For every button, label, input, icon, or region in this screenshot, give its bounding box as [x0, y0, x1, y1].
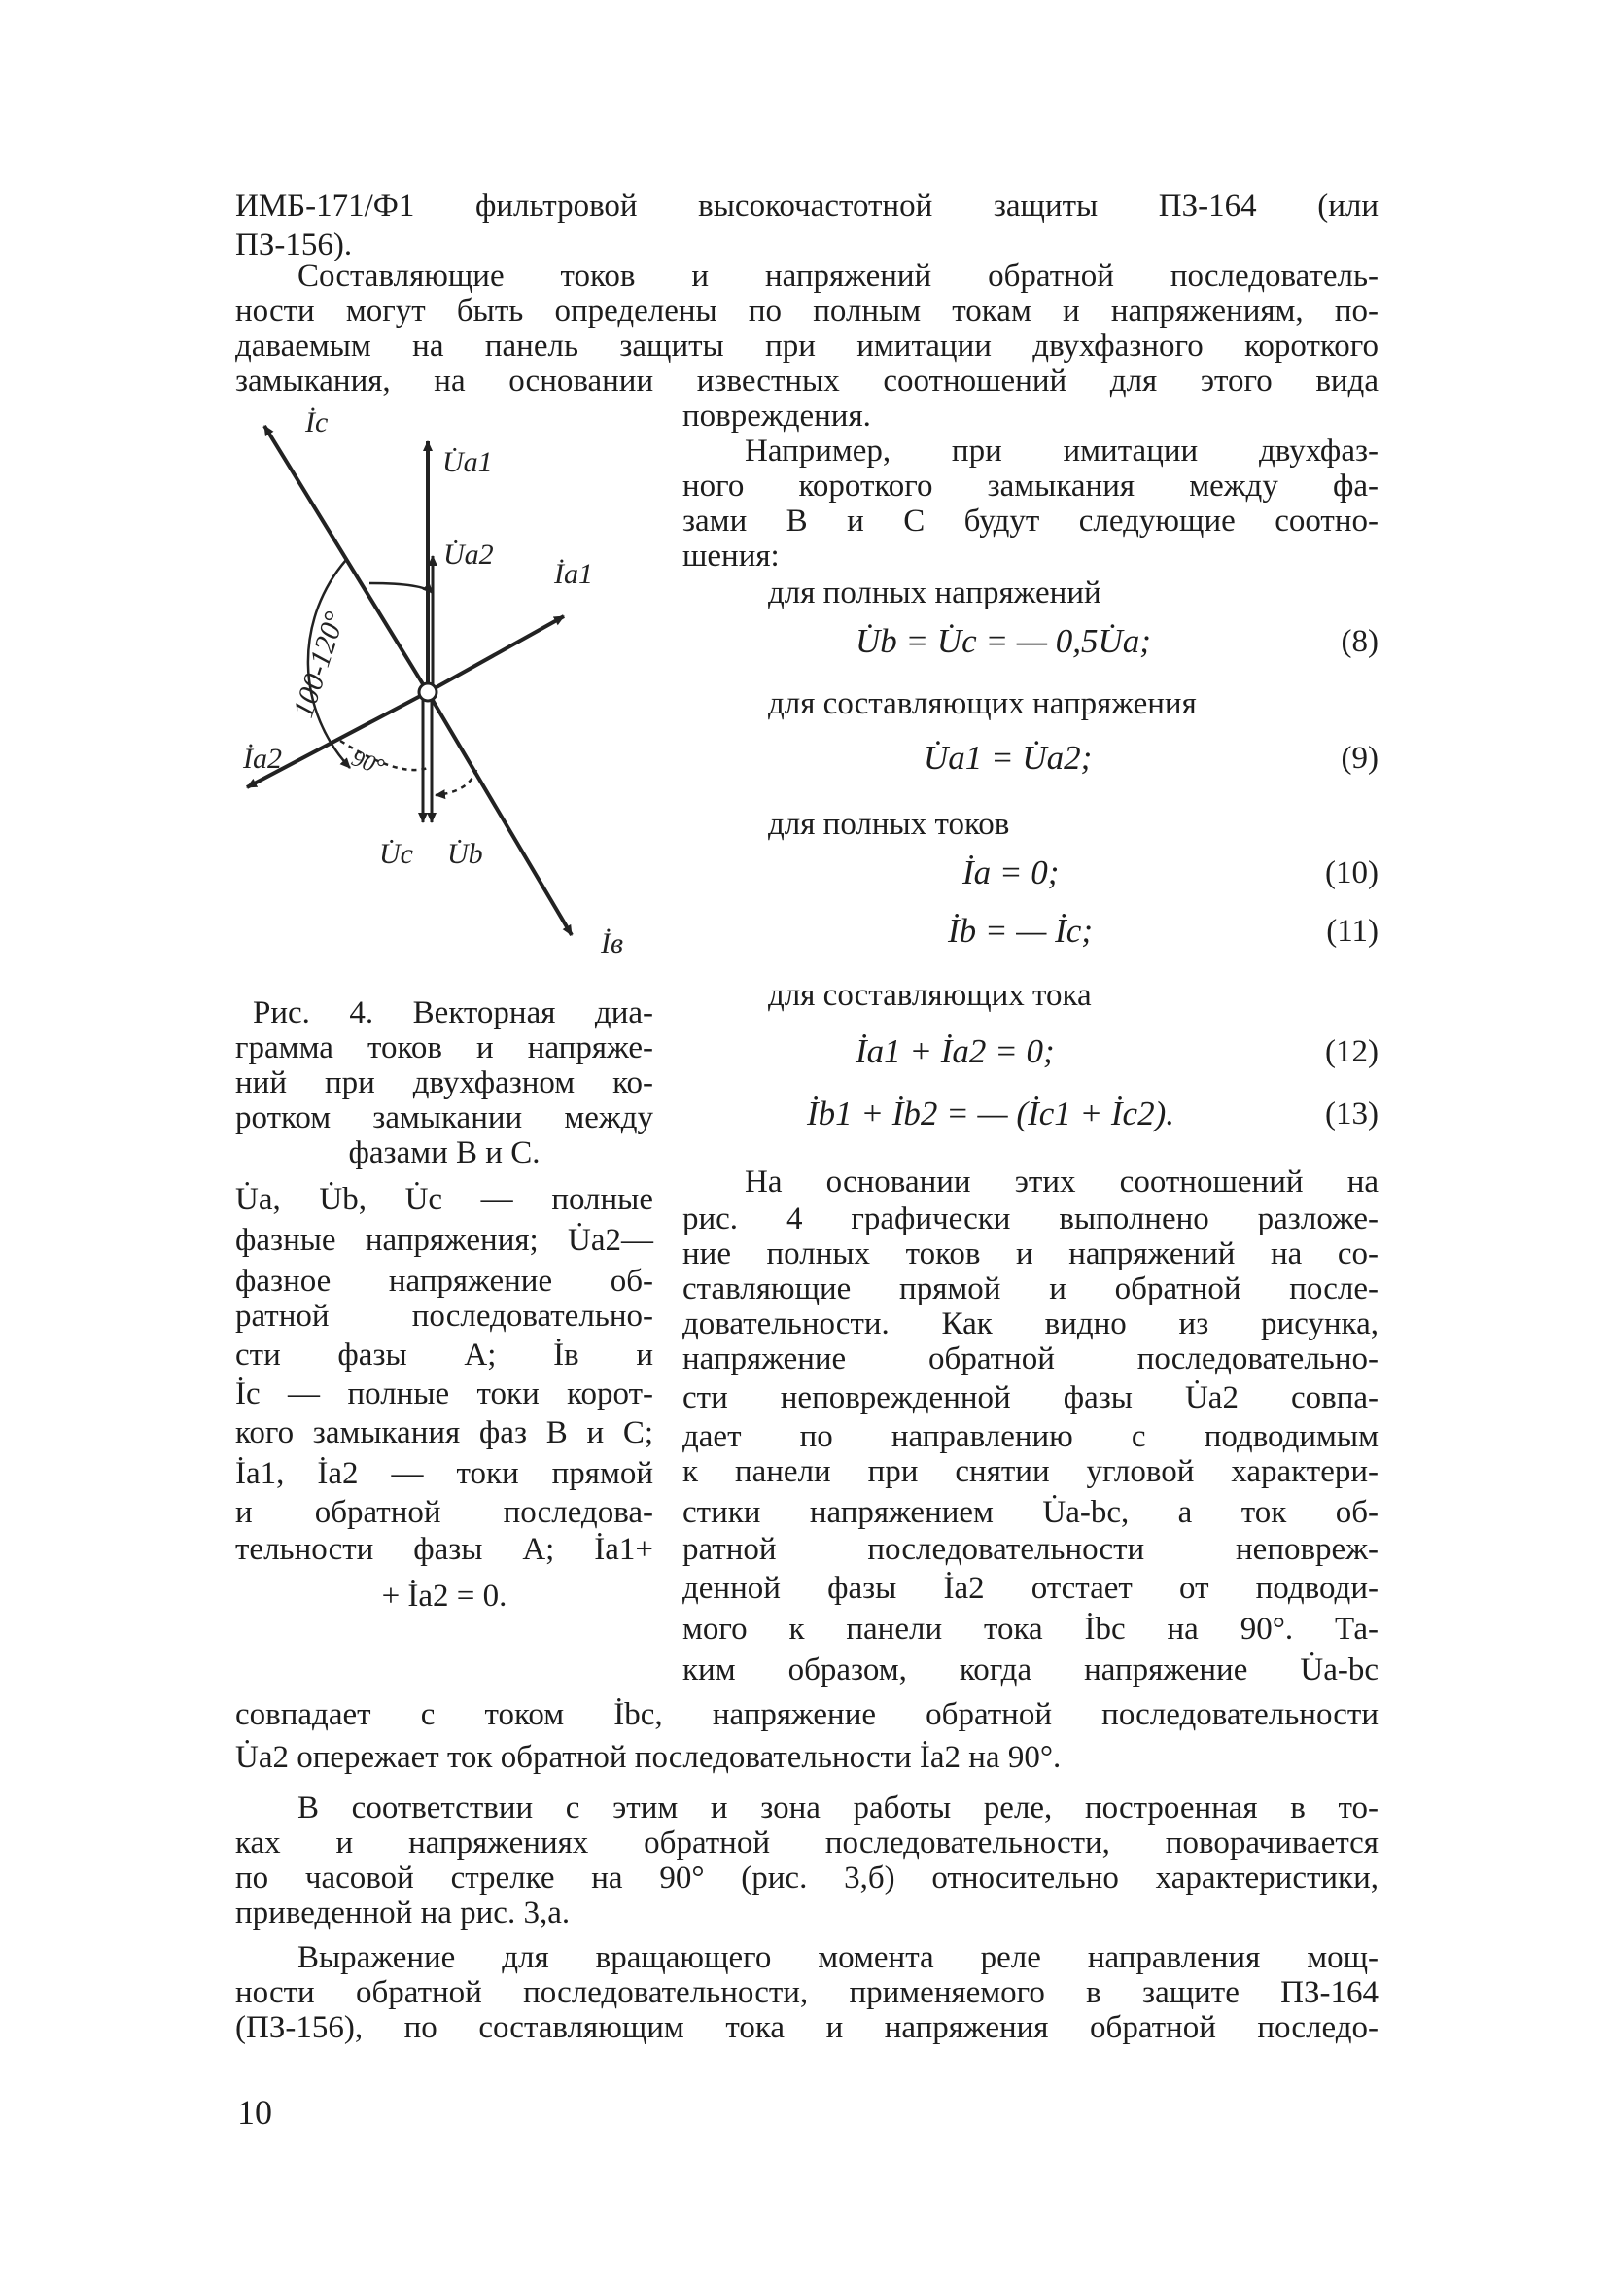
caption-line: Рис. 4. Векторная диа- — [253, 995, 653, 1030]
equation-intro: для составляющих напряжения — [768, 686, 1197, 721]
caption-line: İa1, İa2 — токи прямой — [235, 1456, 653, 1491]
text-line: ПЗ-156). — [235, 227, 353, 262]
text-line: ности обратной последовательности, применяемого в защите ПЗ-164 — [235, 1975, 1379, 2010]
vector-ic — [264, 426, 428, 692]
text-line: мого к панели тока İbc на 90°. Та- — [682, 1612, 1379, 1647]
caption-line: U̇a, U̇b, U̇c — полные — [235, 1182, 653, 1217]
text-line: напряжение обратной последовательно- — [682, 1341, 1379, 1376]
label-ia1: İa1 — [554, 558, 593, 590]
label-ua1: U̇a1 — [442, 446, 493, 478]
caption-line: тельности фазы А; İa1+ — [235, 1532, 653, 1567]
caption-line: фазами В и С. — [348, 1135, 541, 1170]
text-line: U̇a2 опережает ток обратной последовательности İa2 на 90°. — [235, 1740, 1062, 1775]
equation-11: İb = — İc; — [948, 912, 1093, 950]
label-ic: İc — [305, 406, 329, 438]
text-line: (ПЗ-156), по составляющим тока и напряжения обратной последо- — [235, 2010, 1379, 2045]
equation-intro: для составляющих тока — [768, 978, 1092, 1013]
equation-intro: для полных токов — [768, 807, 1010, 842]
text-line: ким образом, когда напряжение U̇a-bc — [682, 1652, 1379, 1687]
text-line: ИМБ-171/Ф1 фильтровой высокочастотной защиты ПЗ-164 (или — [235, 189, 1379, 224]
text-line: по часовой стрелке на 90° (рис. 3,б) относительно характеристики, — [235, 1861, 1379, 1896]
equation-9: U̇a1 = U̇a2; — [924, 739, 1093, 777]
text-line: шения: — [682, 539, 780, 574]
caption-line: фазные напряжения; U̇a2— — [235, 1223, 653, 1258]
angle-arc-right — [436, 770, 476, 795]
caption-line: ратной последовательно- — [235, 1299, 653, 1334]
equation-13: İb1 + İb2 = — (İc1 + İc2). — [807, 1095, 1174, 1132]
label-ua2: U̇a2 — [443, 539, 494, 571]
equation-10: İa = 0; — [962, 853, 1060, 891]
text-line: ного короткого замыкания между фа- — [682, 469, 1379, 504]
equation-number: (12) — [1325, 1034, 1379, 1069]
text-line: довательности. Как видно из рисунка, — [682, 1306, 1379, 1341]
text-line: На основании этих соотношений на — [745, 1165, 1379, 1200]
text-line: сти неповрежденной фазы U̇a2 совпа- — [682, 1380, 1379, 1415]
text-line: приведенной на рис. 3,а. — [235, 1896, 571, 1931]
equation-number: (13) — [1325, 1096, 1379, 1131]
page-number: 10 — [237, 2093, 272, 2132]
text-line: совпадает с током İbc, напряжение обратной последовательности — [235, 1697, 1379, 1732]
vector-ia1 — [428, 616, 564, 692]
text-line: замыкания, на основании известных соотношений для этого вида — [235, 364, 1379, 399]
equation-number: (9) — [1341, 741, 1379, 776]
text-line: рис. 4 графически выполнено разложе- — [682, 1201, 1379, 1236]
label-uc: U̇c — [379, 838, 413, 870]
vector-ib — [428, 692, 572, 935]
label-ia2: İa2 — [243, 743, 282, 775]
text-line: Выражение для вращающего момента реле направления мощ- — [297, 1940, 1379, 1975]
caption-line: + İa2 = 0. — [381, 1579, 507, 1614]
angle-arc-small — [369, 583, 433, 593]
equation-number: (8) — [1341, 624, 1379, 659]
text-line: Составляющие токов и напряжений обратной последователь- — [297, 259, 1379, 294]
text-line: ратной последовательности неповреж- — [682, 1532, 1379, 1567]
text-line: ности могут быть определены по полным токам и напряжениям, по- — [235, 294, 1379, 329]
label-ib: İв — [601, 927, 624, 959]
caption-line: и обратной последова- — [235, 1495, 653, 1530]
label-angle-100-120: 100-120° — [287, 608, 352, 722]
text-line: к панели при снятии угловой характери- — [682, 1454, 1379, 1489]
caption-line: грамма токов и напряже- — [235, 1030, 653, 1065]
equation-intro: для полных напряжений — [768, 575, 1101, 610]
equation-8: U̇b = U̇c = — 0,5U̇a; — [856, 622, 1151, 660]
caption-line: İc — полные токи корот- — [235, 1376, 653, 1411]
equation-12: İa1 + İa2 = 0; — [856, 1032, 1055, 1070]
label-angle-90: 90° — [347, 746, 388, 782]
vector-diagram — [224, 399, 681, 982]
text-line: стики напряжением U̇a-bc, а ток об- — [682, 1495, 1379, 1530]
text-line: зами В и С будут следующие соотно- — [682, 504, 1379, 539]
text-line: ставляющие прямой и обратной после- — [682, 1271, 1379, 1306]
text-line: дает по направлению с подводимым — [682, 1419, 1379, 1454]
label-ub: U̇b — [447, 838, 483, 870]
text-line: даваемым на панель защиты при имитации двухфазного короткого — [235, 329, 1379, 364]
text-line: ние полных токов и напряжений на со- — [682, 1236, 1379, 1271]
text-line: Например, при имитации двухфаз- — [745, 434, 1379, 469]
equation-number: (10) — [1325, 855, 1379, 890]
text-line: ках и напряжениях обратной последовательности, поворачивается — [235, 1826, 1379, 1861]
caption-line: фазное напряжение об- — [235, 1264, 653, 1299]
caption-line: кого замыкания фаз В и С; — [235, 1415, 653, 1450]
caption-line: ротком замыкании между — [235, 1100, 653, 1135]
text-line: повреждения. — [682, 399, 871, 434]
text-line: денной фазы İa2 отстает от подводи- — [682, 1571, 1379, 1606]
caption-line: сти фазы А; İв и — [235, 1338, 653, 1373]
text-line: В соответствии с этим и зона работы реле, построенная в то- — [297, 1791, 1379, 1826]
origin-point — [419, 683, 437, 701]
caption-line: ний при двухфазном ко- — [235, 1065, 653, 1100]
equation-number: (11) — [1326, 914, 1379, 949]
